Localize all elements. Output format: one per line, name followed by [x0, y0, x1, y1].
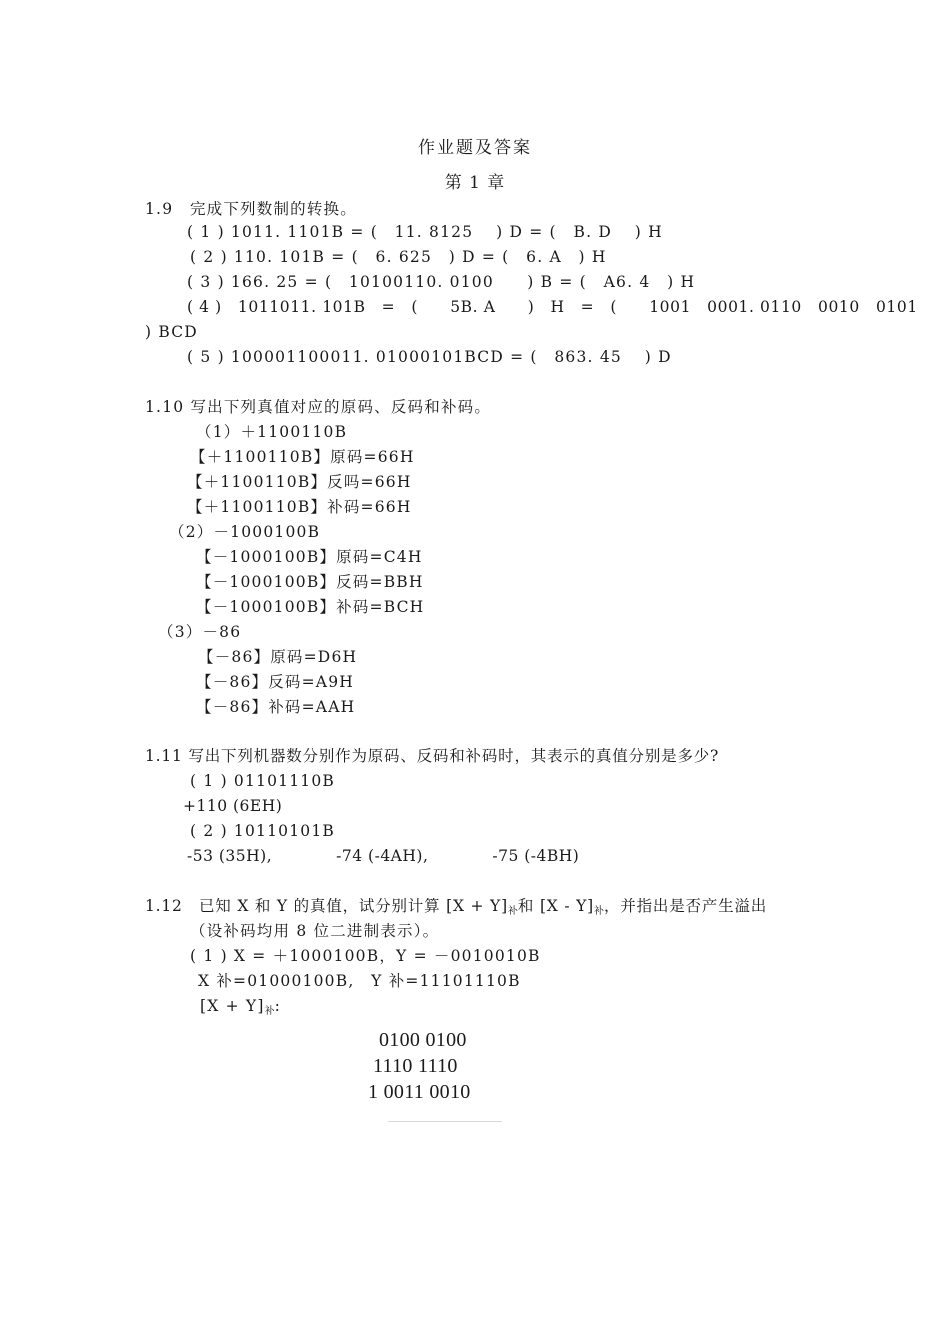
question-1-10-case-1: （1）＋1100110B — [196, 423, 348, 441]
question-1-9-item-4-cont: ) BCD — [145, 323, 198, 341]
question-1-12-heading-cont: （设补码均用 8 位二进制表示）。 — [190, 922, 440, 940]
question-1-11-case-2: ( 2 ) 10110101B — [190, 822, 336, 840]
question-1-10-case-3: （3）－86 — [158, 623, 242, 641]
question-1-10-line: 【－1000100B】补码=BCH — [196, 598, 425, 616]
calculation-operand-x: 0100 0100 — [379, 1029, 467, 1051]
question-1-11-heading: 1.11 写出下列机器数分别作为原码、反码和补码时，其表示的真值分别是多少? — [145, 747, 720, 765]
question-1-9-item-4: ( 4 ) 1011011. 101B = ( 5B. A ) H = ( 1001 0001. 0110 0010 0101 — [187, 298, 918, 316]
question-1-9-item-5: ( 5 ) 100001100011. 01000101BCD = ( 863. 45 ) D — [187, 348, 672, 366]
question-1-9-item-1: ( 1 ) 1011. 1101B = ( 11. 8125 ) D = ( B. D ) H — [187, 223, 663, 241]
question-1-10-line: 【＋1100110B】补码=66H — [187, 498, 412, 516]
calculation-divider — [388, 1121, 502, 1122]
question-1-9-heading: 1.9 完成下列数制的转换。 — [145, 200, 357, 218]
question-1-11-answer-2: -53 (35H), -74 (-4AH), -75 (-4BH) — [187, 847, 580, 865]
question-1-10-line: 【＋1100110B】原码=66H — [190, 448, 415, 466]
question-1-10-line: 【－86】补码=AAH — [196, 698, 356, 716]
question-1-12-sum-label: $[X + Y]_补$: — [200, 997, 282, 1017]
question-1-12-case-1: ( 1 ) X = ＋1000100B，Y = －0010010B — [190, 947, 541, 965]
question-1-10-line: 【＋1100110B】反吗=66H — [187, 473, 412, 491]
question-1-9-item-2: ( 2 ) 110. 101B = ( 6. 625 ) D = ( 6. A ) H — [190, 248, 607, 266]
question-1-10-line: 【－1000100B】反码=BBH — [196, 573, 424, 591]
question-1-12-complement-values: X 补=01000100B, Y 补=11101110B — [198, 972, 521, 990]
question-1-10-case-2: （2）－1000100B — [169, 523, 321, 541]
question-1-10-line: 【－86】反码=A9H — [196, 673, 354, 691]
question-1-10-line: 【－1000100B】原码=C4H — [196, 548, 423, 566]
question-1-12-heading: 1.12 已知 X 和 Y 的真值，试分别计算 $[X + Y]_补$和 $[X - Y]_补$，并指出是否产生溢出 — [145, 897, 768, 917]
question-1-10-line: 【－86】原码=D6H — [198, 648, 358, 666]
question-1-9-item-3: ( 3 ) 166. 25 = ( 10100110. 0100 ) B = ( A6. 4 ) H — [187, 273, 696, 291]
page-title: 作业题及答案 — [418, 138, 532, 158]
calculation-operand-y: 1110 1110 — [373, 1055, 458, 1077]
calculation-result: 1 0011 0010 — [368, 1081, 471, 1103]
question-1-10-heading: 1.10 写出下列真值对应的原码、反码和补码。 — [145, 398, 492, 416]
question-1-11-answer-1: +110 (6EH) — [183, 797, 283, 815]
chapter-heading: 第 1 章 — [444, 173, 506, 193]
question-1-11-case-1: ( 1 ) 01101110B — [190, 772, 336, 790]
